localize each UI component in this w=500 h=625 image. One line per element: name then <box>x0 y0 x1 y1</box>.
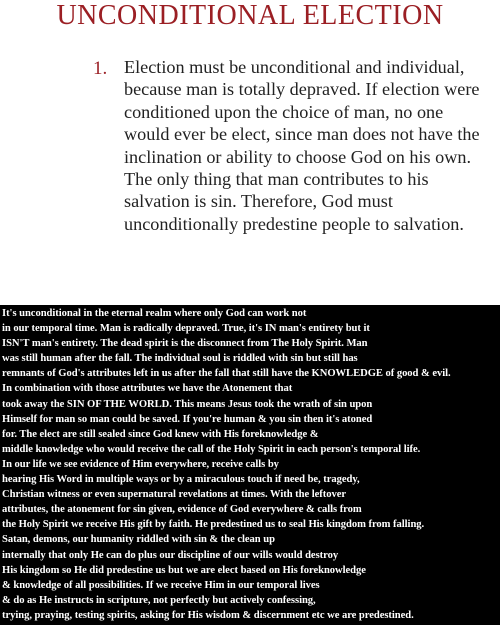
caption-line: in our temporal time. Man is radically depraved. True, it's IN man's entirety but it <box>2 323 370 335</box>
caption-line: remnants of God's attributes left in us after the fall that still have the KNOWLEDGE of good & evil. <box>2 368 451 380</box>
caption-line: Christian witness or even supernatural revelations at times. With the leftover <box>2 489 346 501</box>
caption-line: the Holy Spirit we receive His gift by faith. He predestined us to seal His kingdom from falling. <box>2 519 425 531</box>
caption-line: It's unconditional in the eternal realm where only God can work not <box>2 308 307 319</box>
caption-line: took away the SIN OF THE WORLD. This means Jesus took the wrath of sin upon <box>2 398 373 410</box>
caption-line: Himself for man so man could be saved. If you're human & you sin then it's atoned <box>2 413 373 425</box>
caption-line: attributes, the atonement for sin given, evidence of God everywhere & calls from <box>2 504 362 516</box>
caption-line: Satan, demons, our humanity riddled with sin & the clean up <box>2 534 275 546</box>
slide-image <box>0 0 500 305</box>
caption-line: His kingdom so He did predestine us but we are elect based on His foreknowledge <box>2 564 366 576</box>
caption-line: In our life we see evidence of Him everywhere, receive calls by <box>2 458 279 470</box>
caption-line: was still human after the fall. The individual soul is riddled with sin but still has <box>2 353 358 365</box>
point-number: 1. <box>93 58 108 79</box>
caption-line: In combination with those attributes we have the Atonement that <box>2 383 293 395</box>
caption-line: for. The elect are still sealed since God knew with His foreknowledge & <box>2 428 319 440</box>
caption-line: trying, praying, testing spirits, asking for His wisdom & discernment etc we are predestined. <box>2 609 414 621</box>
caption-line: internally that only He can do plus our discipline of our wills would destroy <box>2 549 339 561</box>
caption-line: ISN'T man's entirety. The dead spirit is the disconnect from The Holy Spirit. Man <box>2 338 368 350</box>
slide-title: UNCONDITIONAL ELECTION <box>56 0 444 31</box>
caption-text <box>2 306 498 624</box>
point-text: Election must be unconditional and individual, because man is totally depraved. If election were conditioned upon the choice of man, no one would ever be elect, since man does not have the inclination or ability to choose God on his own. The only thing that man contributes to his salvation is sin. Therefore, God must unconditionally predestine people to salvation. <box>124 57 480 234</box>
caption-line: hearing His Word in multiple ways or by a miraculous touch if need be, tragedy, <box>2 474 360 486</box>
caption-line: & do as He instructs in scripture, not perfectly but actively confessing, <box>2 594 316 606</box>
caption-line: middle knowledge who would receive the call of the Holy Spirit in each person's temporal life. <box>2 443 421 455</box>
caption-line: & knowledge of all possibilities. If we receive Him in our temporal lives <box>2 579 320 591</box>
